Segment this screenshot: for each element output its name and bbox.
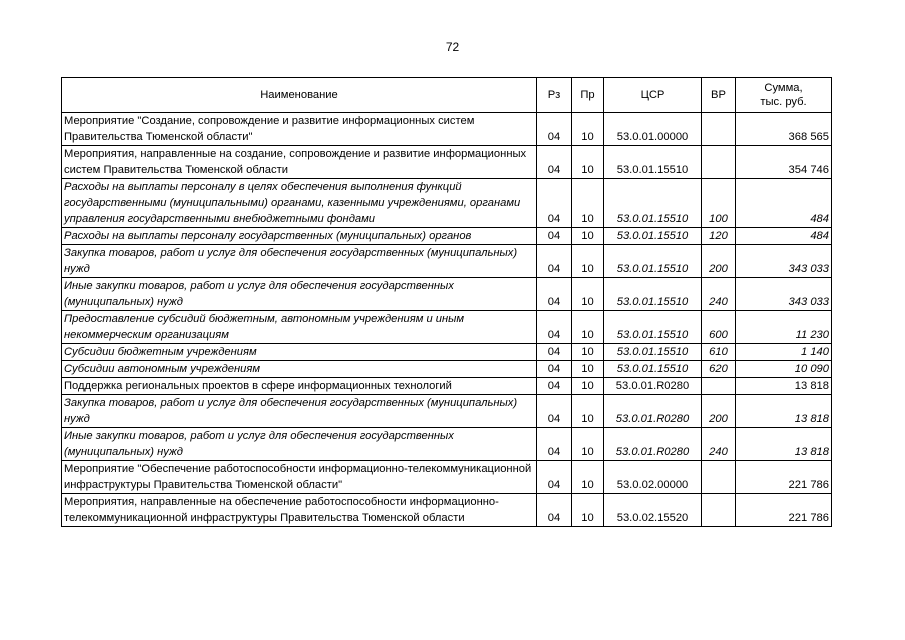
table-body bbox=[62, 113, 832, 527]
page-number: 72 bbox=[445, 40, 460, 54]
table-row bbox=[62, 228, 832, 245]
header-sum bbox=[736, 78, 832, 113]
cell-pr: 10 bbox=[572, 378, 604, 395]
table-row bbox=[62, 278, 832, 311]
cell-vr: 100 bbox=[702, 179, 736, 228]
header-sum-line2: тыс. руб. bbox=[760, 96, 807, 108]
cell-rz: 04 bbox=[537, 378, 572, 395]
cell-rz: 04 bbox=[537, 113, 572, 146]
cell-csr: 53.0.01.15510 bbox=[604, 361, 702, 378]
table-row bbox=[62, 344, 832, 361]
cell-sum: 13 818 bbox=[736, 428, 832, 461]
cell-rz: 04 bbox=[537, 146, 572, 179]
cell-rz: 04 bbox=[537, 278, 572, 311]
cell-vr: 610 bbox=[702, 344, 736, 361]
cell-pr: 10 bbox=[572, 228, 604, 245]
cell-csr: 53.0.01.15510 bbox=[604, 146, 702, 179]
cell-name: Закупка товаров, работ и услуг для обеспечения государственных (муниципальных) нужд bbox=[62, 245, 537, 278]
cell-pr: 10 bbox=[572, 344, 604, 361]
cell-csr: 53.0.01.R0280 bbox=[604, 395, 702, 428]
cell-pr: 10 bbox=[572, 179, 604, 228]
budget-table bbox=[61, 77, 832, 527]
cell-csr: 53.0.01.15510 bbox=[604, 228, 702, 245]
cell-rz: 04 bbox=[537, 461, 572, 494]
cell-rz: 04 bbox=[537, 245, 572, 278]
cell-csr: 53.0.01.15510 bbox=[604, 344, 702, 361]
cell-sum: 221 786 bbox=[736, 494, 832, 527]
cell-name: Предоставление субсидий бюджетным, автономным учреждениям и иным некоммерческим организациям bbox=[62, 311, 537, 344]
cell-vr bbox=[702, 146, 736, 179]
cell-pr: 10 bbox=[572, 146, 604, 179]
cell-sum: 484 bbox=[736, 179, 832, 228]
cell-rz: 04 bbox=[537, 428, 572, 461]
cell-csr: 53.0.01.R0280 bbox=[604, 428, 702, 461]
cell-pr: 10 bbox=[572, 311, 604, 344]
cell-sum: 484 bbox=[736, 228, 832, 245]
table-row bbox=[62, 378, 832, 395]
cell-csr: 53.0.01.15510 bbox=[604, 179, 702, 228]
cell-vr: 200 bbox=[702, 395, 736, 428]
cell-name: Субсидии бюджетным учреждениям bbox=[62, 344, 537, 361]
cell-rz: 04 bbox=[537, 395, 572, 428]
cell-pr: 10 bbox=[572, 278, 604, 311]
cell-name: Закупка товаров, работ и услуг для обеспечения государственных (муниципальных) нужд bbox=[62, 395, 537, 428]
cell-sum: 368 565 bbox=[736, 113, 832, 146]
cell-vr: 620 bbox=[702, 361, 736, 378]
cell-sum: 343 033 bbox=[736, 245, 832, 278]
table-row bbox=[62, 179, 832, 228]
cell-pr: 10 bbox=[572, 245, 604, 278]
cell-csr: 53.0.01.R0280 bbox=[604, 378, 702, 395]
cell-sum: 354 746 bbox=[736, 146, 832, 179]
header-vr: ВР bbox=[702, 78, 736, 113]
cell-vr bbox=[702, 113, 736, 146]
cell-name: Субсидии автономным учреждениям bbox=[62, 361, 537, 378]
table-row bbox=[62, 361, 832, 378]
table-row bbox=[62, 395, 832, 428]
cell-name: Мероприятия, направленные на создание, сопровождение и развитие информационных систем Правительства Тюменской области bbox=[62, 146, 537, 179]
cell-pr: 10 bbox=[572, 113, 604, 146]
cell-pr: 10 bbox=[572, 395, 604, 428]
cell-sum: 1 140 bbox=[736, 344, 832, 361]
cell-vr: 200 bbox=[702, 245, 736, 278]
cell-name: Иные закупки товаров, работ и услуг для обеспечения государственных (муниципальных) нужд bbox=[62, 278, 537, 311]
cell-vr bbox=[702, 494, 736, 527]
table-row bbox=[62, 113, 832, 146]
cell-sum: 13 818 bbox=[736, 378, 832, 395]
cell-sum: 13 818 bbox=[736, 395, 832, 428]
cell-csr: 53.0.01.15510 bbox=[604, 278, 702, 311]
table-row bbox=[62, 311, 832, 344]
cell-csr: 53.0.01.15510 bbox=[604, 245, 702, 278]
cell-sum: 343 033 bbox=[736, 278, 832, 311]
table-row bbox=[62, 245, 832, 278]
cell-csr: 53.0.01.00000 bbox=[604, 113, 702, 146]
cell-rz: 04 bbox=[537, 228, 572, 245]
cell-rz: 04 bbox=[537, 361, 572, 378]
header-sum-line1: Сумма, bbox=[764, 82, 803, 94]
cell-csr: 53.0.02.15520 bbox=[604, 494, 702, 527]
cell-sum: 221 786 bbox=[736, 461, 832, 494]
cell-name: Мероприятия, направленные на обеспечение работоспособности информационно-телекоммуникационной инфраструктуры Правительства Тюменской области bbox=[62, 494, 537, 527]
cell-vr: 120 bbox=[702, 228, 736, 245]
cell-rz: 04 bbox=[537, 179, 572, 228]
cell-vr bbox=[702, 461, 736, 494]
table-row bbox=[62, 461, 832, 494]
cell-name: Расходы на выплаты персоналу в целях обеспечения выполнения функций государственными (муниципальными) органами, казенными учреждениями, органами управления государственными внебюджетными фондами bbox=[62, 179, 537, 228]
cell-sum: 11 230 bbox=[736, 311, 832, 344]
cell-pr: 10 bbox=[572, 361, 604, 378]
header-pr: Пр bbox=[572, 78, 604, 113]
table-row bbox=[62, 494, 832, 527]
cell-csr: 53.0.02.00000 bbox=[604, 461, 702, 494]
cell-pr: 10 bbox=[572, 494, 604, 527]
cell-name: Мероприятие "Создание, сопровождение и развитие информационных систем Правительства Тюменской области" bbox=[62, 113, 537, 146]
table-header-row bbox=[62, 78, 832, 113]
cell-sum: 10 090 bbox=[736, 361, 832, 378]
cell-name: Поддержка региональных проектов в сфере информационных технологий bbox=[62, 378, 537, 395]
cell-pr: 10 bbox=[572, 428, 604, 461]
table-row bbox=[62, 146, 832, 179]
cell-vr: 240 bbox=[702, 278, 736, 311]
cell-rz: 04 bbox=[537, 344, 572, 361]
header-csr: ЦСР bbox=[604, 78, 702, 113]
cell-vr bbox=[702, 378, 736, 395]
cell-rz: 04 bbox=[537, 311, 572, 344]
cell-vr: 240 bbox=[702, 428, 736, 461]
cell-name: Иные закупки товаров, работ и услуг для обеспечения государственных (муниципальных) нужд bbox=[62, 428, 537, 461]
cell-pr: 10 bbox=[572, 461, 604, 494]
cell-rz: 04 bbox=[537, 494, 572, 527]
cell-name: Мероприятие "Обеспечение работоспособности информационно-телекоммуникационной инфраструктуры Правительства Тюменской области" bbox=[62, 461, 537, 494]
cell-csr: 53.0.01.15510 bbox=[604, 311, 702, 344]
header-rz: Рз bbox=[537, 78, 572, 113]
header-name: Наименование bbox=[62, 78, 537, 113]
cell-vr: 600 bbox=[702, 311, 736, 344]
table-row bbox=[62, 428, 832, 461]
cell-name: Расходы на выплаты персоналу государственных (муниципальных) органов bbox=[62, 228, 537, 245]
